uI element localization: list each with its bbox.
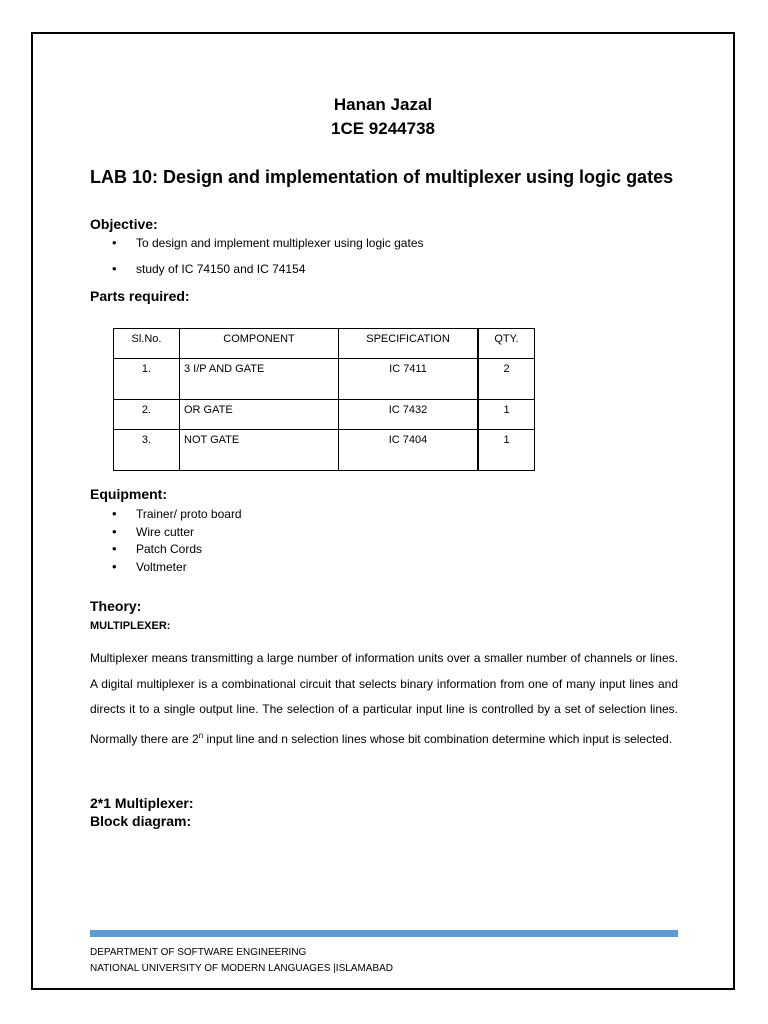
paragraph-text: Multiplexer means transmitting a large number of information units over a smaller number of channels or lines. A digital multiplexer is a combinational circuit that selects binary information from one of many input lines and directs it to a single output line. The selection of a particular input line is controlled by a set of selection lines. Normally there are 2 xyxy=(90,651,678,746)
parts-table xyxy=(113,328,535,471)
paragraph-text: input line and n selection lines whose bit combination determine which input is selected. xyxy=(203,731,673,746)
theory-paragraph xyxy=(90,646,678,752)
table-cell: 2 xyxy=(478,359,535,400)
mux-2x1-heading: 2*1 Multiplexer: xyxy=(90,795,194,811)
block-diagram-heading: Block diagram: xyxy=(90,813,192,829)
table-cell: OR GATE xyxy=(180,400,339,430)
table-cell: 1 xyxy=(478,400,535,430)
table-cell: 1. xyxy=(114,359,180,400)
column-header: COMPONENT xyxy=(180,329,339,359)
table-cell: 3. xyxy=(114,430,180,471)
footer-department: DEPARTMENT OF SOFTWARE ENGINEERING xyxy=(90,947,307,958)
table-cell: IC 7404 xyxy=(339,430,479,471)
table-row xyxy=(114,359,535,400)
objective-heading: Objective: xyxy=(90,216,158,232)
list-item: • study of IC 74150 and IC 74154 xyxy=(112,261,424,287)
table-header-row xyxy=(114,329,535,359)
student-name: Hanan Jazal xyxy=(333,95,433,114)
list-item: • Trainer/ proto board xyxy=(112,506,242,524)
column-header: Sl.No. xyxy=(114,329,180,359)
student-id: 1CE 9244738 xyxy=(331,119,435,138)
table-row xyxy=(114,400,535,430)
theory-heading: Theory: xyxy=(90,598,142,614)
table-cell: 3 I/P AND GATE xyxy=(180,359,339,400)
table-cell: IC 7411 xyxy=(339,359,479,400)
lab-title: LAB 10: Design and implementation of multiplexer using logic gates xyxy=(90,167,674,187)
equipment-heading: Equipment: xyxy=(90,486,167,502)
column-header: QTY. xyxy=(478,329,535,359)
equipment-list xyxy=(112,506,242,576)
superscript-n: n xyxy=(198,730,204,740)
column-header: SPECIFICATION xyxy=(339,329,479,359)
parts-heading: Parts required: xyxy=(90,288,190,304)
list-item: • To design and implement multiplexer using logic gates xyxy=(112,235,424,261)
table-cell: IC 7432 xyxy=(339,400,479,430)
multiplexer-subheading: MULTIPLEXER: xyxy=(90,620,171,632)
table-cell: 1 xyxy=(478,430,535,471)
list-item: • Wire cutter xyxy=(112,524,242,542)
table-row xyxy=(114,430,535,471)
list-item: • Patch Cords xyxy=(112,541,242,559)
objective-list xyxy=(112,235,424,287)
footer-university: NATIONAL UNIVERSITY OF MODERN LANGUAGES |ISLAMABAD xyxy=(90,963,394,974)
list-item: • Voltmeter xyxy=(112,559,242,577)
table-cell: 2. xyxy=(114,400,180,430)
footer-bar xyxy=(90,930,678,937)
table-cell: NOT GATE xyxy=(180,430,339,471)
